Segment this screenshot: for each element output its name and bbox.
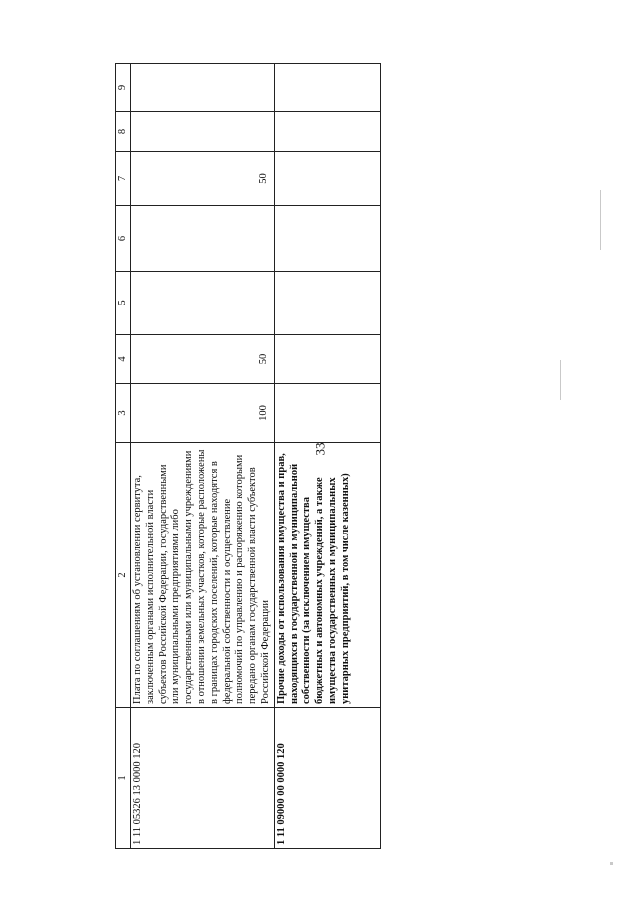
column-number-row <box>116 64 131 849</box>
column-header: 6 <box>116 206 131 272</box>
column-header: 4 <box>116 335 131 384</box>
row-value-col7: 50 <box>131 152 275 206</box>
column-header: 5 <box>116 272 131 335</box>
rotated-table-wrapper <box>115 64 381 849</box>
scan-artifact-line <box>600 190 601 250</box>
revenue-table <box>115 63 381 849</box>
row-value-col6 <box>274 206 380 272</box>
table-row <box>274 64 380 849</box>
row-name: Прочие доходы от использования имущества и прав, находящихся в государственной и муниципальной собственности (за исключением имущества бюджетных и автономных учреждений, а также имущества государственных и муниципальных унитарных предприятий, в том числе казенных) <box>274 443 380 708</box>
column-header: 7 <box>116 152 131 206</box>
column-header: 3 <box>116 384 131 443</box>
row-name: Плата по соглашениям об установлении сервитута, заключенным органами исполнительной власти субъектов Российской Федерации, государственными или муниципальными предприятиями либо государственными или муниципальными учреждениями в отношении земельных участков, которые расположены в границах городских поселений, которые находятся в федеральной собственности и осуществление полномочий по управлению и распоряжению которыми передано органам государственной власти субъектов Российской Федерации <box>131 443 275 708</box>
column-header: 1 <box>116 708 131 849</box>
row-value-col3: 100 <box>131 384 275 443</box>
row-code: 1 11 05326 13 0000 120 <box>131 708 275 849</box>
row-code: 1 11 09000 00 0000 120 <box>274 708 380 849</box>
row-value-col9 <box>131 64 275 112</box>
column-header: 8 <box>116 112 131 152</box>
row-value-col7 <box>274 152 380 206</box>
row-value-col4: 50 <box>131 335 275 384</box>
column-header: 2 <box>116 443 131 708</box>
row-value-col8 <box>274 112 380 152</box>
row-value-col9 <box>274 64 380 112</box>
table-row <box>131 64 275 849</box>
row-value-col6 <box>131 206 275 272</box>
scan-artifact-line <box>560 360 561 400</box>
page-number: 33 <box>312 442 327 456</box>
row-value-col8 <box>131 112 275 152</box>
row-value-col3 <box>274 384 380 443</box>
row-value-col4 <box>274 335 380 384</box>
row-value-col5 <box>274 272 380 335</box>
column-header: 9 <box>116 64 131 112</box>
row-value-col5 <box>131 272 275 335</box>
scan-artifact-dot <box>610 862 613 865</box>
